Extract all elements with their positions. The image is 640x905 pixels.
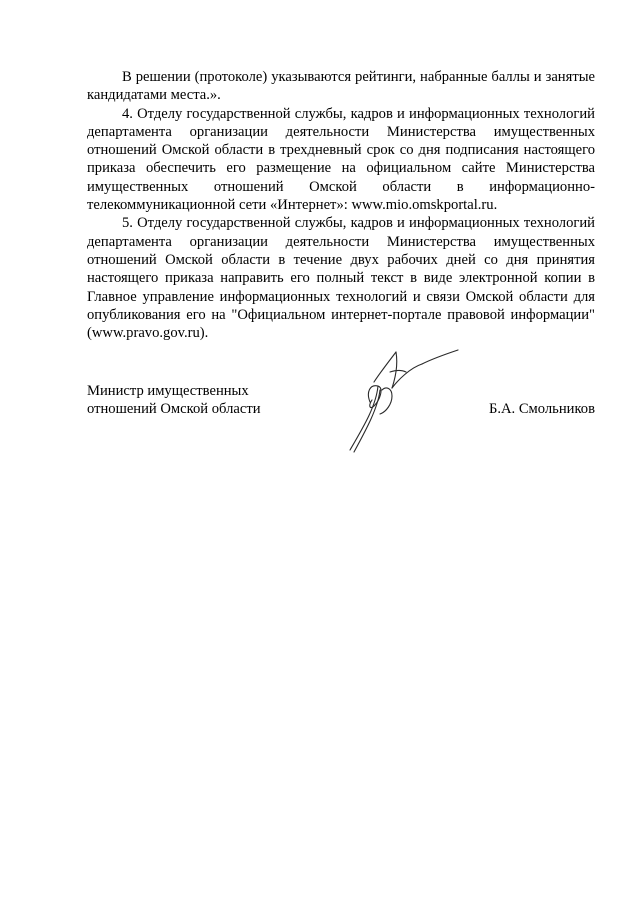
signatory-position-line-1: Министр имущественных — [87, 383, 249, 399]
signatory-position-line-2: отношений Омской области — [87, 401, 261, 418]
paragraph-item-5: 5. Отделу государственной службы, кадров и информационных технологий департамента организации деятельности Министерства имущественных отношений Омской области в течение двух рабочих дней со дня принятия настоящего приказа направить его полный текст в виде электронной копии в Главное управление информационных технологий и связи Омской области для опубликования его на "Официальном интернет-портале правовой информации" (www.pravo.gov.ru). — [87, 215, 595, 342]
document-body — [87, 68, 595, 342]
signatory-name: Б.А. Смольников — [488, 401, 595, 417]
signatory-position — [87, 382, 327, 419]
paragraph-rating-note: В решении (протоколе) указываются рейтинги, набранные баллы и занятые кандидатами места.». — [87, 69, 595, 104]
handwritten-signature — [330, 326, 470, 456]
paragraph-item-4: 4. Отделу государственной службы, кадров и информационных технологий департамента организации деятельности Министерства имущественных отношений Омской области в трехдневный срок со дня подписания настоящего приказа обеспечить его размещение на официальном сайте Министерства имущественных отношений Омской области в информационно-телекоммуникационной сети «Интернет»: www.mio.omskportal.ru. — [87, 105, 595, 214]
